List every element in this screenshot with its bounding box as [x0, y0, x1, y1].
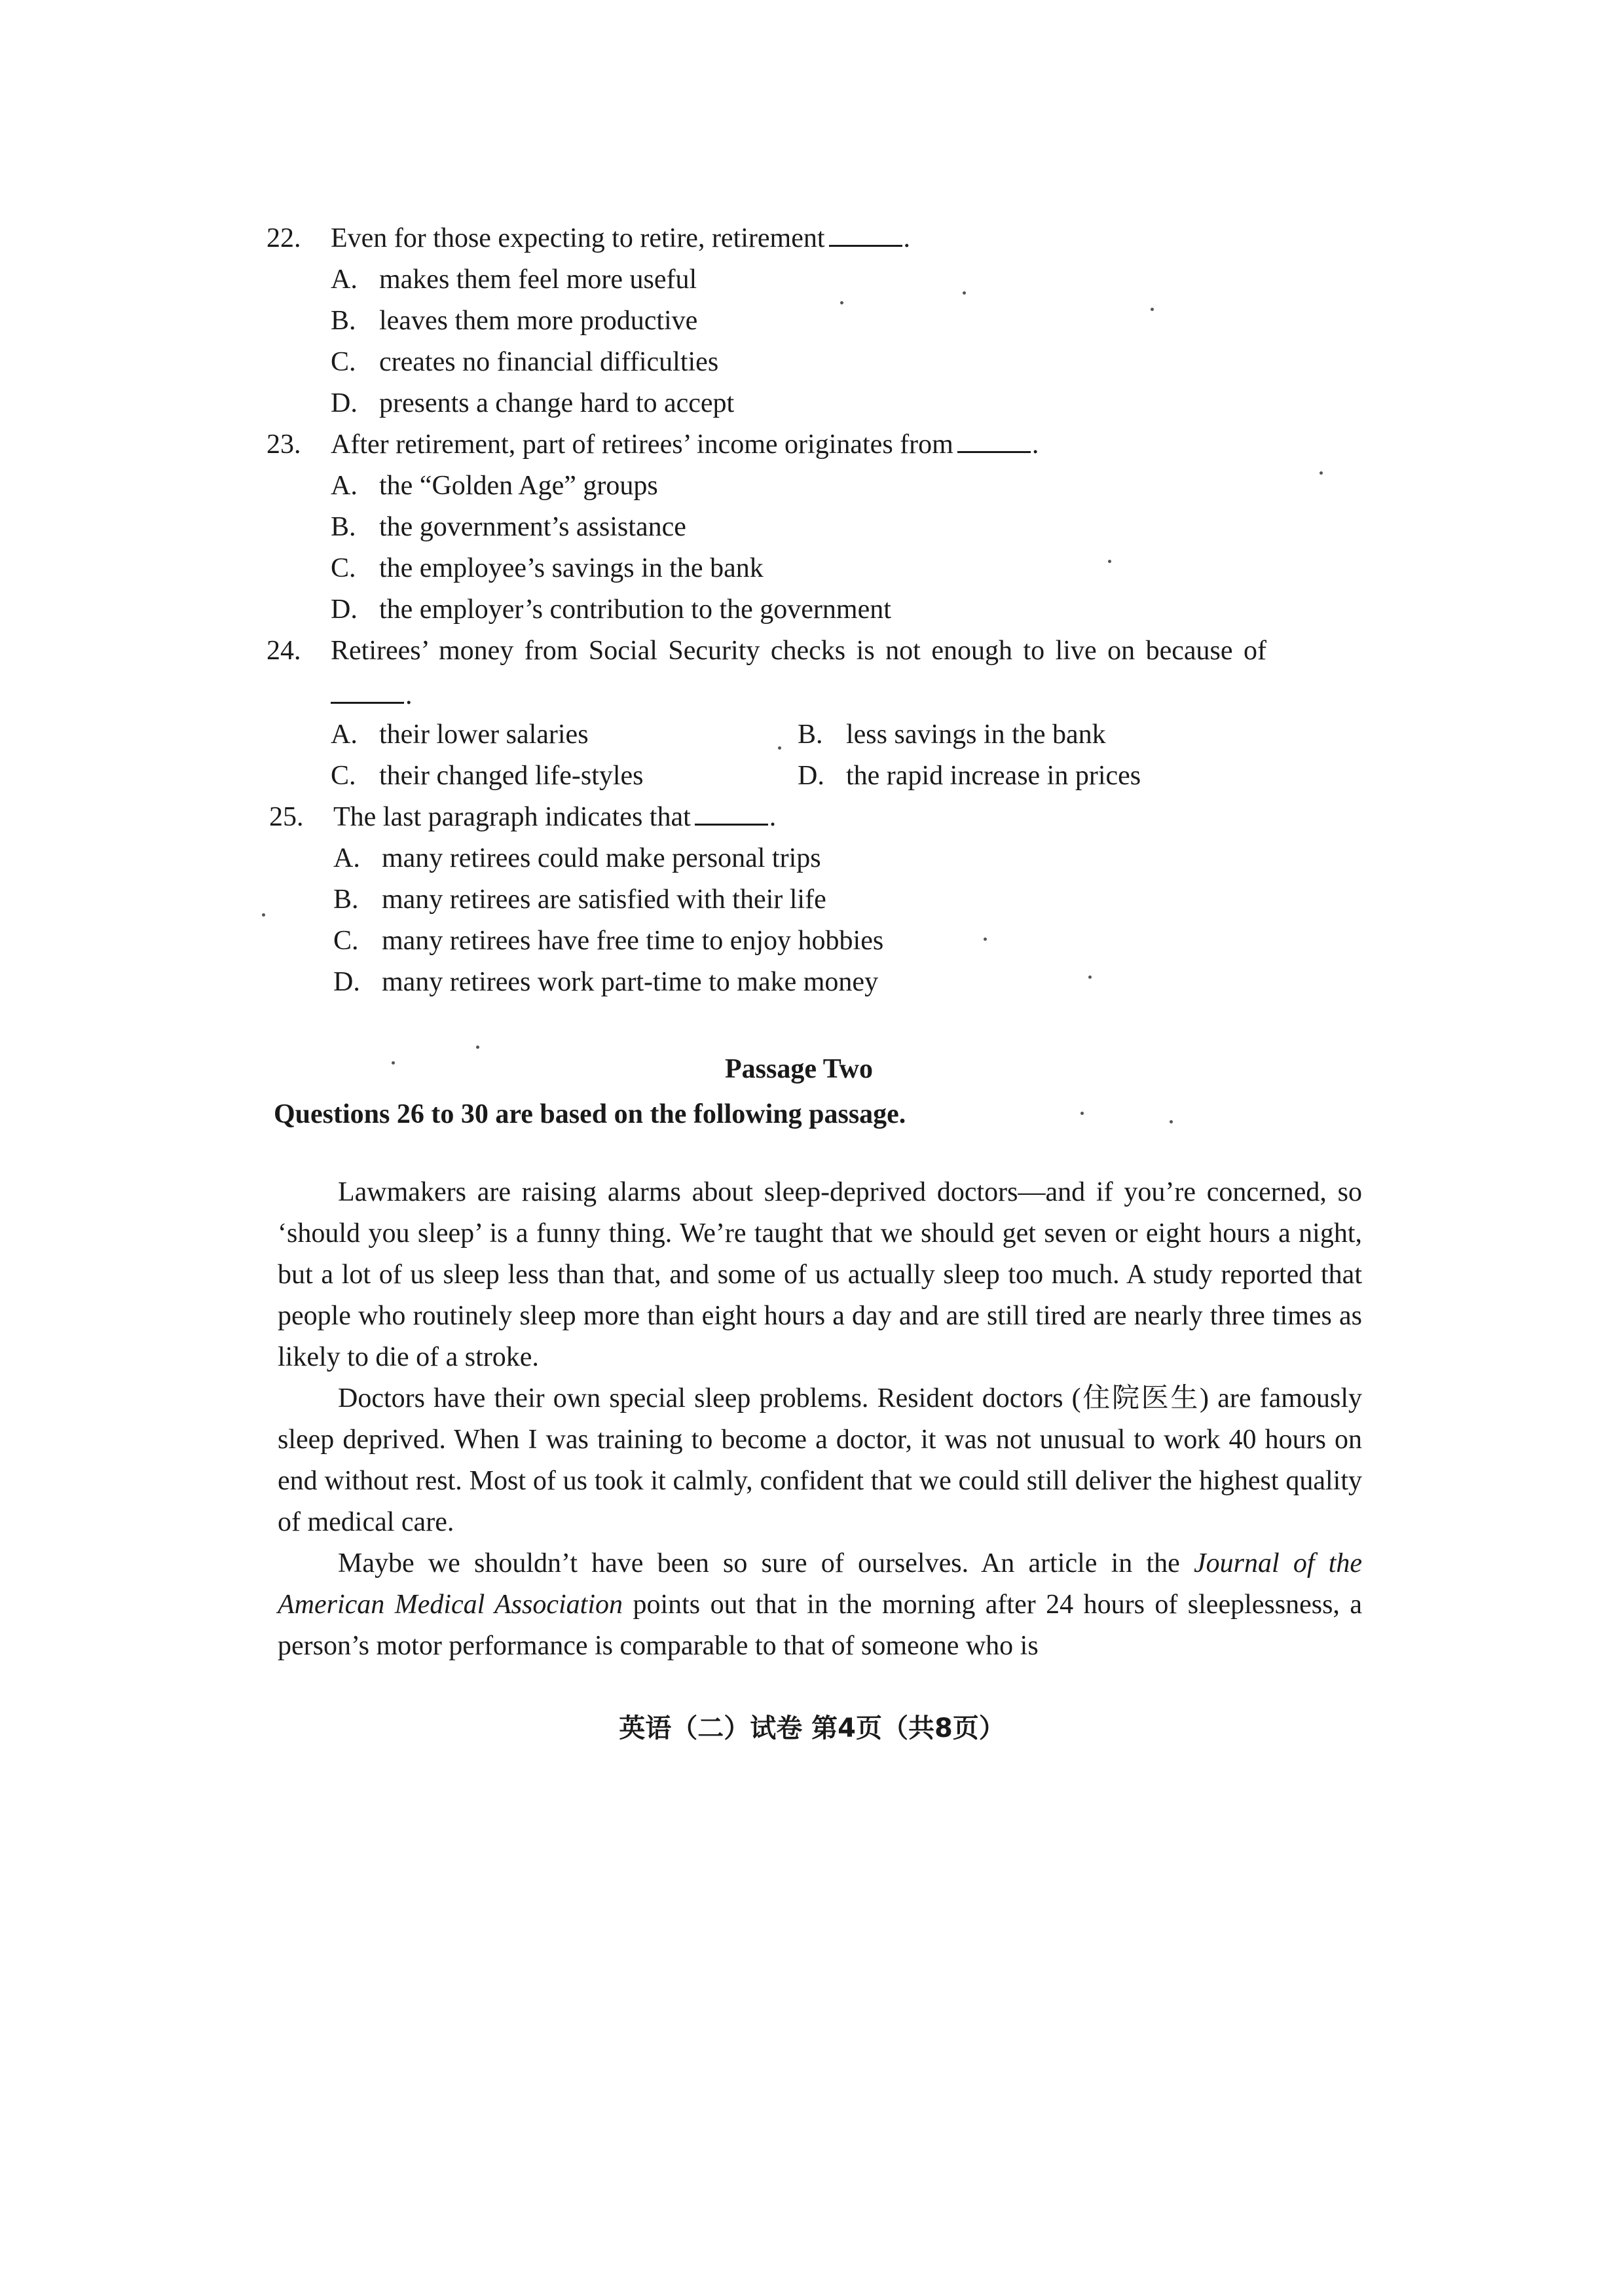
question-number: 25.: [269, 802, 304, 832]
question-22-stem: 22. Even for those expecting to retire, retirement .: [267, 221, 910, 255]
passage-paragraph-2: Doctors have their own special sleep problems. Resident doctors (住院医生) are famously sleep deprived. When I was training to become a doctor, it was not unusual to work 40 hours on end without rest. Most of us took it calmly, confident that we could still deliver the highest quality of medical care.: [278, 1383, 1362, 1537]
question-text: Retirees’ money from Social Security checks is not enough to live on because of: [331, 636, 1267, 666]
passage-paragraph-3: Maybe we shouldn’t have been so sure of ourselves. An article in the Journal of the American Medical Association points out that in the morning after 24 hours of sleeplessness, a person’s motor performance is comparable to that of someone who is: [278, 1548, 1363, 1661]
passage-paragraph-1: Lawmakers are raising alarms about sleep-deprived doctors—and if you’re concerned, so ‘should you sleep’ is a funny thing. We’re taught that we should get seven or eight hours a night, but a lot of us sleep less than that, and some of us actually sleep too much. A study reported that people who routinely sleep more than eight hours a day and are still tired are nearly three times as likely to die of a stroke.: [278, 1177, 1362, 1372]
scan-speck: [778, 746, 781, 750]
question-24-option-d: D. the rapid increase in prices: [798, 761, 1141, 791]
scan-speck: [840, 301, 843, 304]
scan-speck: [963, 291, 966, 295]
answer-blank: [331, 680, 404, 704]
question-22-option-c: C. creates no financial difficulties: [331, 347, 719, 377]
passage-instruction: Questions 26 to 30 are based on the following passage.: [274, 1099, 906, 1129]
question-number: 23.: [267, 429, 301, 460]
question-25-option-a: A. many retirees could make personal trips: [333, 843, 821, 873]
question-25-option-b: B. many retirees are satisfied with their life: [333, 884, 826, 915]
journal-title: Journal of the American Medical Association: [278, 1548, 1363, 1620]
question-number: 22.: [267, 223, 301, 253]
scan-speck: [1080, 1112, 1084, 1115]
scan-speck: [392, 1061, 395, 1065]
page-footer: 英语（二）试卷 第4页（共8页）: [619, 1713, 1005, 1743]
passage-title: Passage Two: [725, 1054, 873, 1084]
question-text: Even for those expecting to retire, retirement: [331, 223, 825, 253]
question-22-option-a: A. makes them feel more useful: [331, 264, 697, 295]
question-number: 24.: [267, 636, 301, 666]
answer-blank: [695, 801, 768, 826]
scan-speck: [476, 1046, 479, 1049]
question-23-option-a: A. the “Golden Age” groups: [331, 471, 658, 501]
question-22-option-b: B. leaves them more productive: [331, 306, 698, 336]
question-25-option-d: D. many retirees work part-time to make money: [333, 967, 879, 997]
question-24-option-c: C. their changed life-styles: [331, 761, 644, 791]
question-24-blank-line: .: [331, 678, 413, 712]
scan-speck: [1151, 308, 1154, 311]
question-25-option-c: C. many retirees have free time to enjoy hobbies: [333, 926, 884, 956]
scan-speck: [1170, 1120, 1173, 1123]
question-24-option-b: B. less savings in the bank: [798, 720, 1106, 750]
scan-speck: [1108, 560, 1111, 563]
scan-speck: [984, 938, 987, 941]
answer-blank: [957, 429, 1031, 453]
question-text: The last paragraph indicates that: [333, 802, 691, 832]
question-25-stem: 25. The last paragraph indicates that .: [269, 800, 776, 834]
question-text: After retirement, part of retirees’ income originates from: [331, 429, 953, 460]
question-22-option-d: D. presents a change hard to accept: [331, 388, 735, 418]
question-23-option-d: D. the employer’s contribution to the government: [331, 594, 891, 625]
question-23-option-b: B. the government’s assistance: [331, 512, 686, 542]
question-23-stem: 23. After retirement, part of retirees’ income originates from .: [267, 428, 1039, 462]
question-23-option-c: C. the employee’s savings in the bank: [331, 553, 764, 583]
scan-speck: [1088, 975, 1092, 979]
scan-speck: [262, 913, 265, 917]
question-24-option-a: A. their lower salaries: [331, 720, 589, 750]
scan-speck: [1320, 471, 1323, 475]
question-24-stem: [267, 634, 1354, 668]
answer-blank: [829, 223, 902, 247]
